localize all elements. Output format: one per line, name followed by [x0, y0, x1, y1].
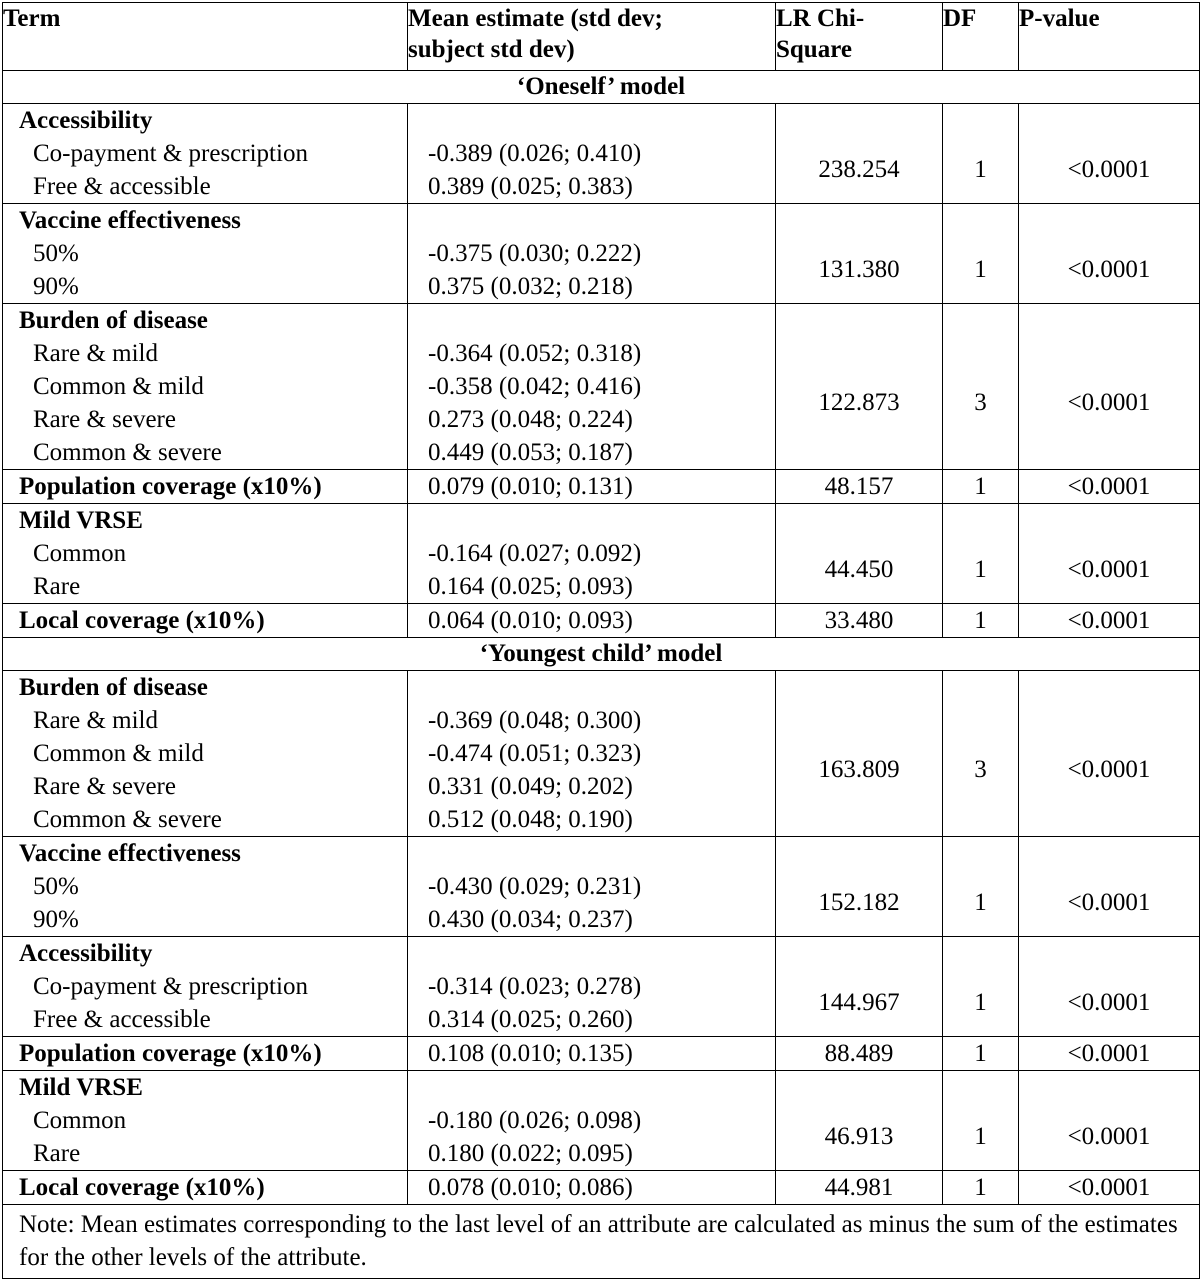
p-value-cell [1019, 1171, 1200, 1205]
lr-chi-square-cell [776, 604, 943, 638]
lr-chi-square-value: 152.182 [818, 889, 900, 916]
lr-chi-square-cell [776, 1071, 943, 1171]
mean-estimate-cell [408, 204, 776, 304]
results-table [2, 2, 1200, 1279]
mean-estimate-cell [408, 1037, 776, 1071]
df-value: 1 [974, 1123, 987, 1150]
level-label: Rare & mild [33, 340, 158, 367]
lr-chi-square-value: 46.913 [824, 1123, 894, 1150]
term-cell [3, 1071, 408, 1171]
blank-line [428, 304, 775, 337]
df-cell [943, 671, 1019, 837]
term-cell [3, 104, 408, 204]
table-row [3, 304, 1200, 470]
level-label: Common [33, 540, 127, 567]
lr-chi-square-cell [776, 1037, 943, 1071]
p-value: <0.0001 [1067, 889, 1151, 916]
level-label: Common & mild [33, 740, 204, 767]
attribute-mean-estimate: 0.108 (0.010; 0.135) [428, 1040, 633, 1067]
table-row [3, 604, 1200, 638]
level-mean-estimate: 0.331 (0.049; 0.202) [428, 773, 633, 800]
df-value: 1 [974, 607, 987, 634]
lr-chi-square-value: 238.254 [818, 156, 900, 183]
attribute-name: Mild VRSE [19, 507, 143, 534]
attribute-name: Vaccine effectiveness [19, 207, 241, 234]
table-note: Note: Mean estimates corresponding to the last level of an attribute are calculated as minus the sum of the estimates for the other levels of the attribute. [3, 1205, 1200, 1279]
term-cell [3, 204, 408, 304]
mean-estimate-cell [408, 1071, 776, 1171]
lr-chi-square-value: 44.981 [824, 1174, 894, 1201]
table-row [3, 104, 1200, 204]
mean-estimate-cell [408, 604, 776, 638]
p-value-cell [1019, 104, 1200, 204]
df-cell [943, 1037, 1019, 1071]
level-mean-estimate: -0.358 (0.042; 0.416) [428, 373, 642, 400]
p-value-cell [1019, 837, 1200, 937]
attribute-name: Vaccine effectiveness [19, 840, 241, 867]
header-p-value: P-value [1019, 3, 1200, 71]
blank-line [428, 104, 775, 137]
level-mean-estimate: -0.375 (0.030; 0.222) [428, 240, 642, 267]
table-body [3, 71, 1200, 1279]
level-mean-estimate: 0.180 (0.022; 0.095) [428, 1140, 633, 1167]
level-label: Common & severe [33, 439, 222, 466]
header-row [3, 3, 1200, 71]
level-mean-estimate: 0.449 (0.053; 0.187) [428, 439, 633, 466]
blank-line [428, 204, 775, 237]
blank-line [428, 837, 775, 870]
df-value: 1 [974, 889, 987, 916]
level-mean-estimate: -0.369 (0.048; 0.300) [428, 707, 642, 734]
model-title: ‘Oneself’ model [3, 71, 1200, 104]
mean-estimate-cell [408, 304, 776, 470]
attribute-name: Population coverage (x10%) [19, 473, 322, 500]
level-label: 90% [33, 906, 79, 933]
df-cell [943, 504, 1019, 604]
p-value-cell [1019, 937, 1200, 1037]
blank-line [428, 1071, 775, 1104]
attribute-mean-estimate: 0.064 (0.010; 0.093) [428, 607, 633, 634]
table-row [3, 1071, 1200, 1171]
df-value: 1 [974, 1174, 987, 1201]
table-row [3, 937, 1200, 1037]
df-cell [943, 204, 1019, 304]
table-row [3, 837, 1200, 937]
level-mean-estimate: 0.389 (0.025; 0.383) [428, 173, 633, 200]
level-mean-estimate: 0.375 (0.032; 0.218) [428, 273, 633, 300]
term-cell [3, 837, 408, 937]
mean-estimate-cell [408, 671, 776, 837]
level-label: Co-payment & prescription [33, 973, 308, 1000]
term-cell [3, 304, 408, 470]
level-mean-estimate: 0.273 (0.048; 0.224) [428, 406, 633, 433]
blank-line [428, 671, 775, 704]
level-label: Rare [33, 1140, 81, 1167]
level-mean-estimate: 0.164 (0.025; 0.093) [428, 573, 633, 600]
attribute-name: Local coverage (x10%) [19, 1174, 265, 1201]
lr-chi-square-value: 88.489 [824, 1040, 894, 1067]
df-value: 1 [974, 556, 987, 583]
attribute-name: Accessibility [19, 940, 153, 967]
p-value: <0.0001 [1067, 989, 1151, 1016]
mean-estimate-cell [408, 837, 776, 937]
level-label: Free & accessible [33, 173, 211, 200]
table-row [3, 470, 1200, 504]
level-label: 50% [33, 873, 79, 900]
p-value: <0.0001 [1067, 256, 1151, 283]
df-value: 1 [974, 989, 987, 1016]
lr-chi-square-value: 44.450 [824, 556, 894, 583]
lr-chi-square-value: 131.380 [818, 256, 900, 283]
df-cell [943, 604, 1019, 638]
df-cell [943, 1171, 1019, 1205]
table-row [3, 1171, 1200, 1205]
mean-estimate-cell [408, 937, 776, 1037]
lr-chi-square-value: 33.480 [824, 607, 894, 634]
model-header-row [3, 71, 1200, 104]
lr-chi-square-cell [776, 304, 943, 470]
lr-chi-square-value: 163.809 [818, 756, 900, 783]
p-value: <0.0001 [1067, 389, 1151, 416]
df-value: 1 [974, 156, 987, 183]
attribute-name: Accessibility [19, 107, 153, 134]
lr-chi-square-cell [776, 104, 943, 204]
mean-estimate-cell [408, 1171, 776, 1205]
header-mean-estimate: Mean estimate (std dev; subject std dev) [408, 3, 776, 71]
level-label: 50% [33, 240, 79, 267]
p-value-cell [1019, 470, 1200, 504]
p-value-cell [1019, 504, 1200, 604]
lr-chi-square-cell [776, 837, 943, 937]
p-value: <0.0001 [1067, 156, 1151, 183]
table-row [3, 1037, 1200, 1071]
df-cell [943, 470, 1019, 504]
header-df: DF [943, 3, 1019, 71]
lr-chi-square-cell [776, 937, 943, 1037]
header-lr-chi-square: LR Chi- Square [776, 3, 943, 71]
level-mean-estimate: -0.474 (0.051; 0.323) [428, 740, 642, 767]
df-value: 3 [974, 756, 987, 783]
term-cell [3, 470, 408, 504]
p-value-cell [1019, 1071, 1200, 1171]
term-cell [3, 671, 408, 837]
level-mean-estimate: -0.164 (0.027; 0.092) [428, 540, 642, 567]
df-value: 1 [974, 473, 987, 500]
p-value: <0.0001 [1067, 556, 1151, 583]
table-row [3, 204, 1200, 304]
lr-chi-square-cell [776, 1171, 943, 1205]
term-cell [3, 1037, 408, 1071]
term-cell [3, 937, 408, 1037]
df-cell [943, 937, 1019, 1037]
df-cell [943, 304, 1019, 470]
mean-estimate-cell [408, 504, 776, 604]
level-mean-estimate: -0.389 (0.026; 0.410) [428, 140, 642, 167]
df-value: 3 [974, 389, 987, 416]
lr-chi-square-cell [776, 671, 943, 837]
df-cell [943, 104, 1019, 204]
p-value-cell [1019, 204, 1200, 304]
lr-chi-square-value: 48.157 [824, 473, 894, 500]
p-value: <0.0001 [1067, 1123, 1151, 1150]
attribute-name: Burden of disease [19, 674, 208, 701]
blank-line [428, 504, 775, 537]
lr-chi-square-value: 144.967 [818, 989, 900, 1016]
attribute-name: Mild VRSE [19, 1074, 143, 1101]
p-value-cell [1019, 304, 1200, 470]
p-value-cell [1019, 1037, 1200, 1071]
attribute-name: Local coverage (x10%) [19, 607, 265, 634]
blank-line [428, 937, 775, 970]
attribute-name: Burden of disease [19, 307, 208, 334]
attribute-name: Population coverage (x10%) [19, 1040, 322, 1067]
level-label: 90% [33, 273, 79, 300]
attribute-mean-estimate: 0.079 (0.010; 0.131) [428, 473, 633, 500]
level-label: Rare & mild [33, 707, 158, 734]
p-value: <0.0001 [1067, 1174, 1151, 1201]
term-cell [3, 604, 408, 638]
level-label: Free & accessible [33, 1006, 211, 1033]
level-label: Co-payment & prescription [33, 140, 308, 167]
level-mean-estimate: -0.430 (0.029; 0.231) [428, 873, 642, 900]
p-value: <0.0001 [1067, 756, 1151, 783]
p-value-cell [1019, 671, 1200, 837]
model-header-row [3, 638, 1200, 671]
p-value: <0.0001 [1067, 1040, 1151, 1067]
df-value: 1 [974, 256, 987, 283]
lr-chi-square-value: 122.873 [818, 389, 900, 416]
note-row [3, 1205, 1200, 1279]
term-cell [3, 1171, 408, 1205]
level-label: Common & severe [33, 806, 222, 833]
level-mean-estimate: -0.314 (0.023; 0.278) [428, 973, 642, 1000]
term-cell [3, 504, 408, 604]
p-value: <0.0001 [1067, 607, 1151, 634]
attribute-mean-estimate: 0.078 (0.010; 0.086) [428, 1174, 633, 1201]
level-label: Common [33, 1107, 127, 1134]
df-cell [943, 837, 1019, 937]
level-label: Rare [33, 573, 81, 600]
df-cell [943, 1071, 1019, 1171]
p-value-cell [1019, 604, 1200, 638]
mean-estimate-cell [408, 470, 776, 504]
model-title: ‘Youngest child’ model [3, 638, 1200, 671]
lr-chi-square-cell [776, 470, 943, 504]
mean-estimate-cell [408, 104, 776, 204]
lr-chi-square-cell [776, 504, 943, 604]
level-label: Rare & severe [33, 406, 176, 433]
level-label: Rare & severe [33, 773, 176, 800]
df-value: 1 [974, 1040, 987, 1067]
table-row [3, 504, 1200, 604]
lr-chi-square-cell [776, 204, 943, 304]
level-mean-estimate: -0.364 (0.052; 0.318) [428, 340, 642, 367]
p-value: <0.0001 [1067, 473, 1151, 500]
header-term: Term [3, 3, 408, 71]
level-mean-estimate: 0.512 (0.048; 0.190) [428, 806, 633, 833]
level-mean-estimate: 0.430 (0.034; 0.237) [428, 906, 633, 933]
table-row [3, 671, 1200, 837]
level-mean-estimate: 0.314 (0.025; 0.260) [428, 1006, 633, 1033]
level-label: Common & mild [33, 373, 204, 400]
level-mean-estimate: -0.180 (0.026; 0.098) [428, 1107, 642, 1134]
